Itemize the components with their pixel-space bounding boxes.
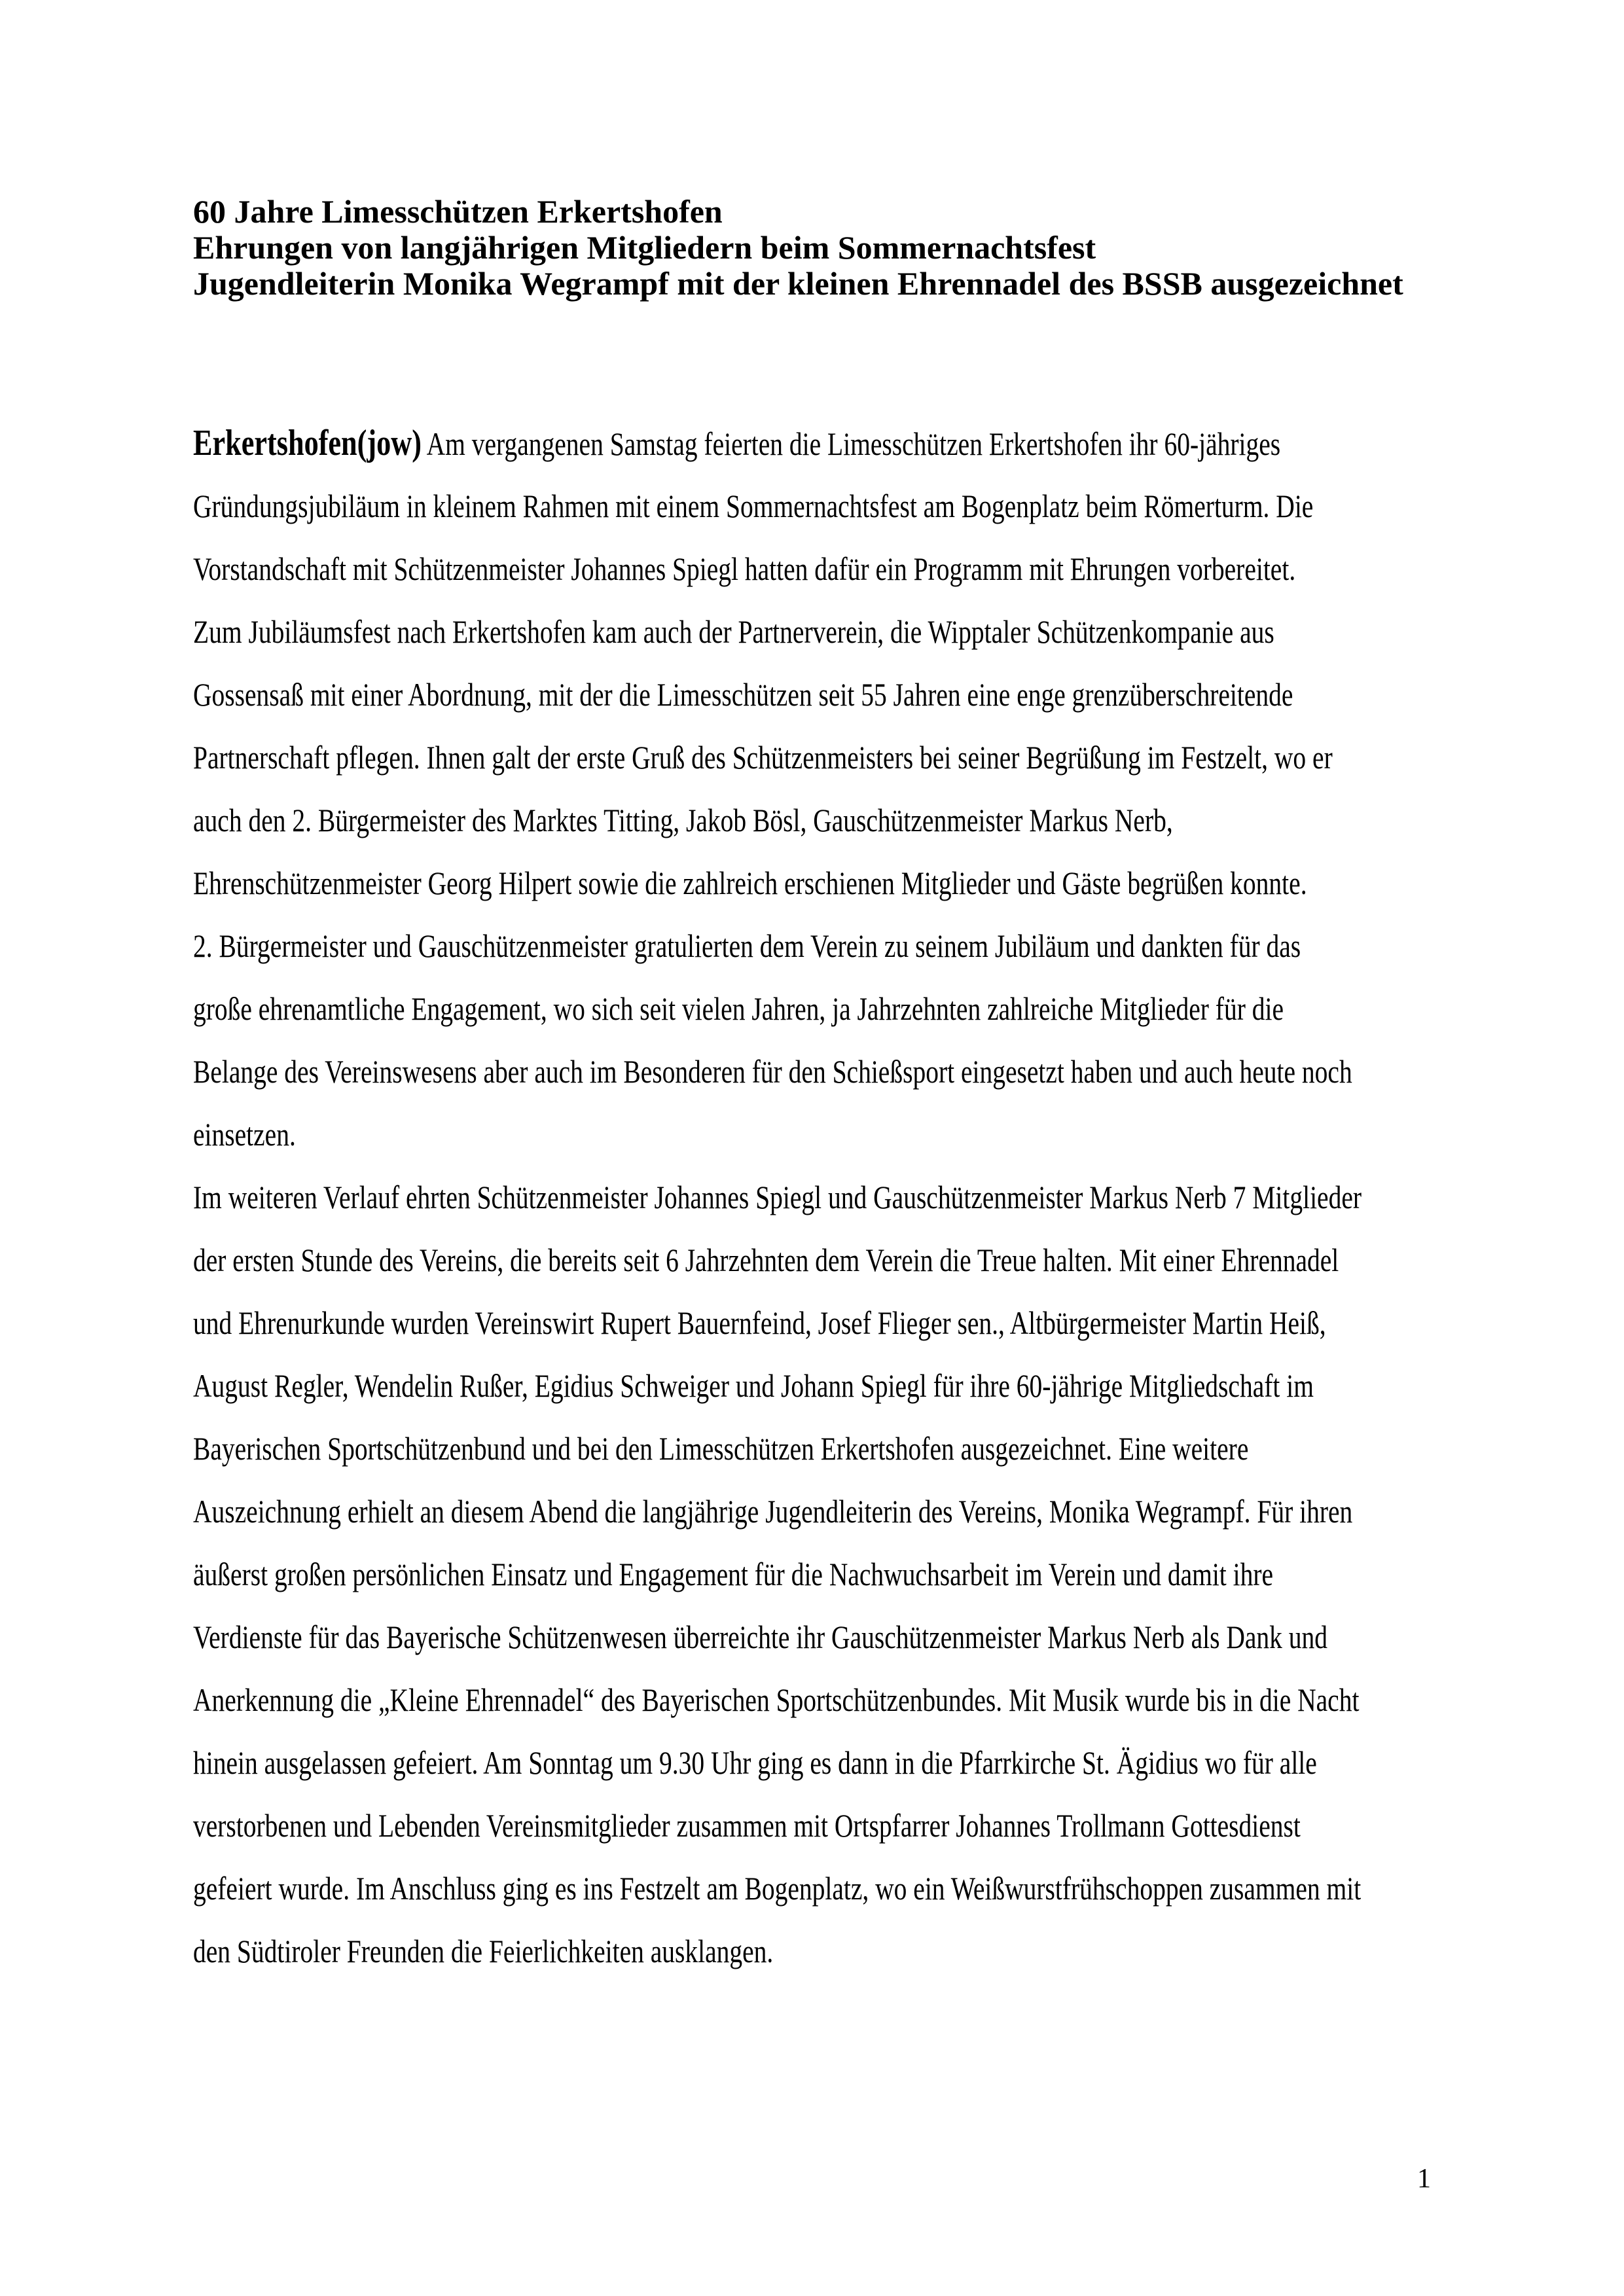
body-line: Zum Jubiläumsfest nach Erkertshofen kam auch der Partnerverein, die Wipptaler Schützenkompanie aus xyxy=(193,613,1274,650)
dateline-lead: Erkertshofen(jow) xyxy=(193,423,422,463)
body-line: einsetzen. xyxy=(193,1116,296,1153)
body-line: äußerst großen persönlichen Einsatz und Engagement für die Nachwuchsarbeit im Verein und damit ihre xyxy=(193,1556,1274,1592)
body-line: hinein ausgelassen gefeiert. Am Sonntag um 9.30 Uhr ging es dann in die Pfarrkirche St. Ägidius wo für alle xyxy=(193,1744,1317,1781)
body-line: Vorstandschaft mit Schützenmeister Johannes Spiegl hatten dafür ein Programm mit Ehrungen vorbereitet. xyxy=(193,550,1296,587)
body-line: Verdienste für das Bayerische Schützenwesen überreichte ihr Gauschützenmeister Markus Nerb als Dank und xyxy=(193,1619,1328,1655)
body-line: Partnerschaft pflegen. Ihnen galt der erste Gruß des Schützenmeisters bei seiner Begrüßung im Festzelt, wo er xyxy=(193,739,1333,776)
body-line: und Ehrenurkunde wurden Vereinswirt Rupert Bauernfeind, Josef Flieger sen., Altbürgermeister Martin Heiß, xyxy=(193,1304,1326,1341)
body-line: Gossensaß mit einer Abordnung, mit der die Limesschützen seit 55 Jahren eine enge grenzüberschreitende xyxy=(193,676,1293,713)
body-line: August Regler, Wendelin Rußer, Egidius Schweiger und Johann Spiegl für ihre 60-jährige Mitgliedschaft im xyxy=(193,1367,1314,1404)
body-line: den Südtiroler Freunden die Feierlichkeiten ausklangen. xyxy=(193,1933,774,1969)
page-number: 1 xyxy=(1417,2164,1431,2194)
title-line-3: Jugendleiterin Monika Wegrampf mit der kleinen Ehrennadel des BSSB ausgezeichnet xyxy=(193,265,1403,302)
body-line: Gründungsjubiläum in kleinem Rahmen mit einem Sommernachtsfest am Bogenplatz beim Römerturm. Die xyxy=(193,488,1314,524)
body-line: Auszeichnung erhielt an diesem Abend die langjährige Jugendleiterin des Vereins, Monika Wegrampf. Für ihren xyxy=(193,1493,1353,1530)
body-line: auch den 2. Bürgermeister des Marktes Titting, Jakob Bösl, Gauschützenmeister Markus Nerb, xyxy=(193,802,1173,838)
body-line: 2. Bürgermeister und Gauschützenmeister gratulierten dem Verein zu seinem Jubiläum und dankten für das xyxy=(193,927,1301,964)
body-line: der ersten Stunde des Vereins, die bereits seit 6 Jahrzehnten dem Verein die Treue halten. Mit einer Ehrennadel xyxy=(193,1242,1339,1278)
title-line-2: Ehrungen von langjährigen Mitgliedern beim Sommernachtsfest xyxy=(193,229,1096,266)
title-line-1: 60 Jahre Limesschützen Erkertshofen xyxy=(193,193,723,230)
body-line: Ehrenschützenmeister Georg Hilpert sowie die zahlreich erschienen Mitglieder und Gäste begrüßen konnte. xyxy=(193,865,1307,901)
body-line: große ehrenamtliche Engagement, wo sich seit vielen Jahren, ja Jahrzehnten zahlreiche Mitglieder für die xyxy=(193,990,1284,1027)
body-line: Bayerischen Sportschützenbund und bei den Limesschützen Erkertshofen ausgezeichnet. Eine weitere xyxy=(193,1430,1249,1467)
document-title xyxy=(193,194,1437,302)
body-line-text: Am vergangenen Samstag feierten die Limesschützen Erkertshofen ihr 60-jähriges xyxy=(421,425,1281,462)
article-body xyxy=(193,412,1434,1982)
body-line: Belange des Vereinswesens aber auch im Besonderen für den Schießsport eingesetzt haben und auch heute noch xyxy=(193,1053,1352,1090)
body-line: gefeiert wurde. Im Anschluss ging es ins Festzelt am Bogenplatz, wo ein Weißwurstfrühschoppen zusammen mit xyxy=(193,1870,1362,1907)
body-line: Anerkennung die „Kleine Ehrennadel“ des Bayerischen Sportschützenbundes. Mit Musik wurde bis in die Nacht xyxy=(193,1681,1360,1718)
body-line: verstorbenen und Lebenden Vereinsmitglieder zusammen mit Ortspfarrer Johannes Trollmann Gottesdienst xyxy=(193,1807,1301,1844)
body-line xyxy=(193,412,1434,475)
body-line: Im weiteren Verlauf ehrten Schützenmeister Johannes Spiegl und Gauschützenmeister Markus Nerb 7 Mitglieder xyxy=(193,1179,1362,1215)
